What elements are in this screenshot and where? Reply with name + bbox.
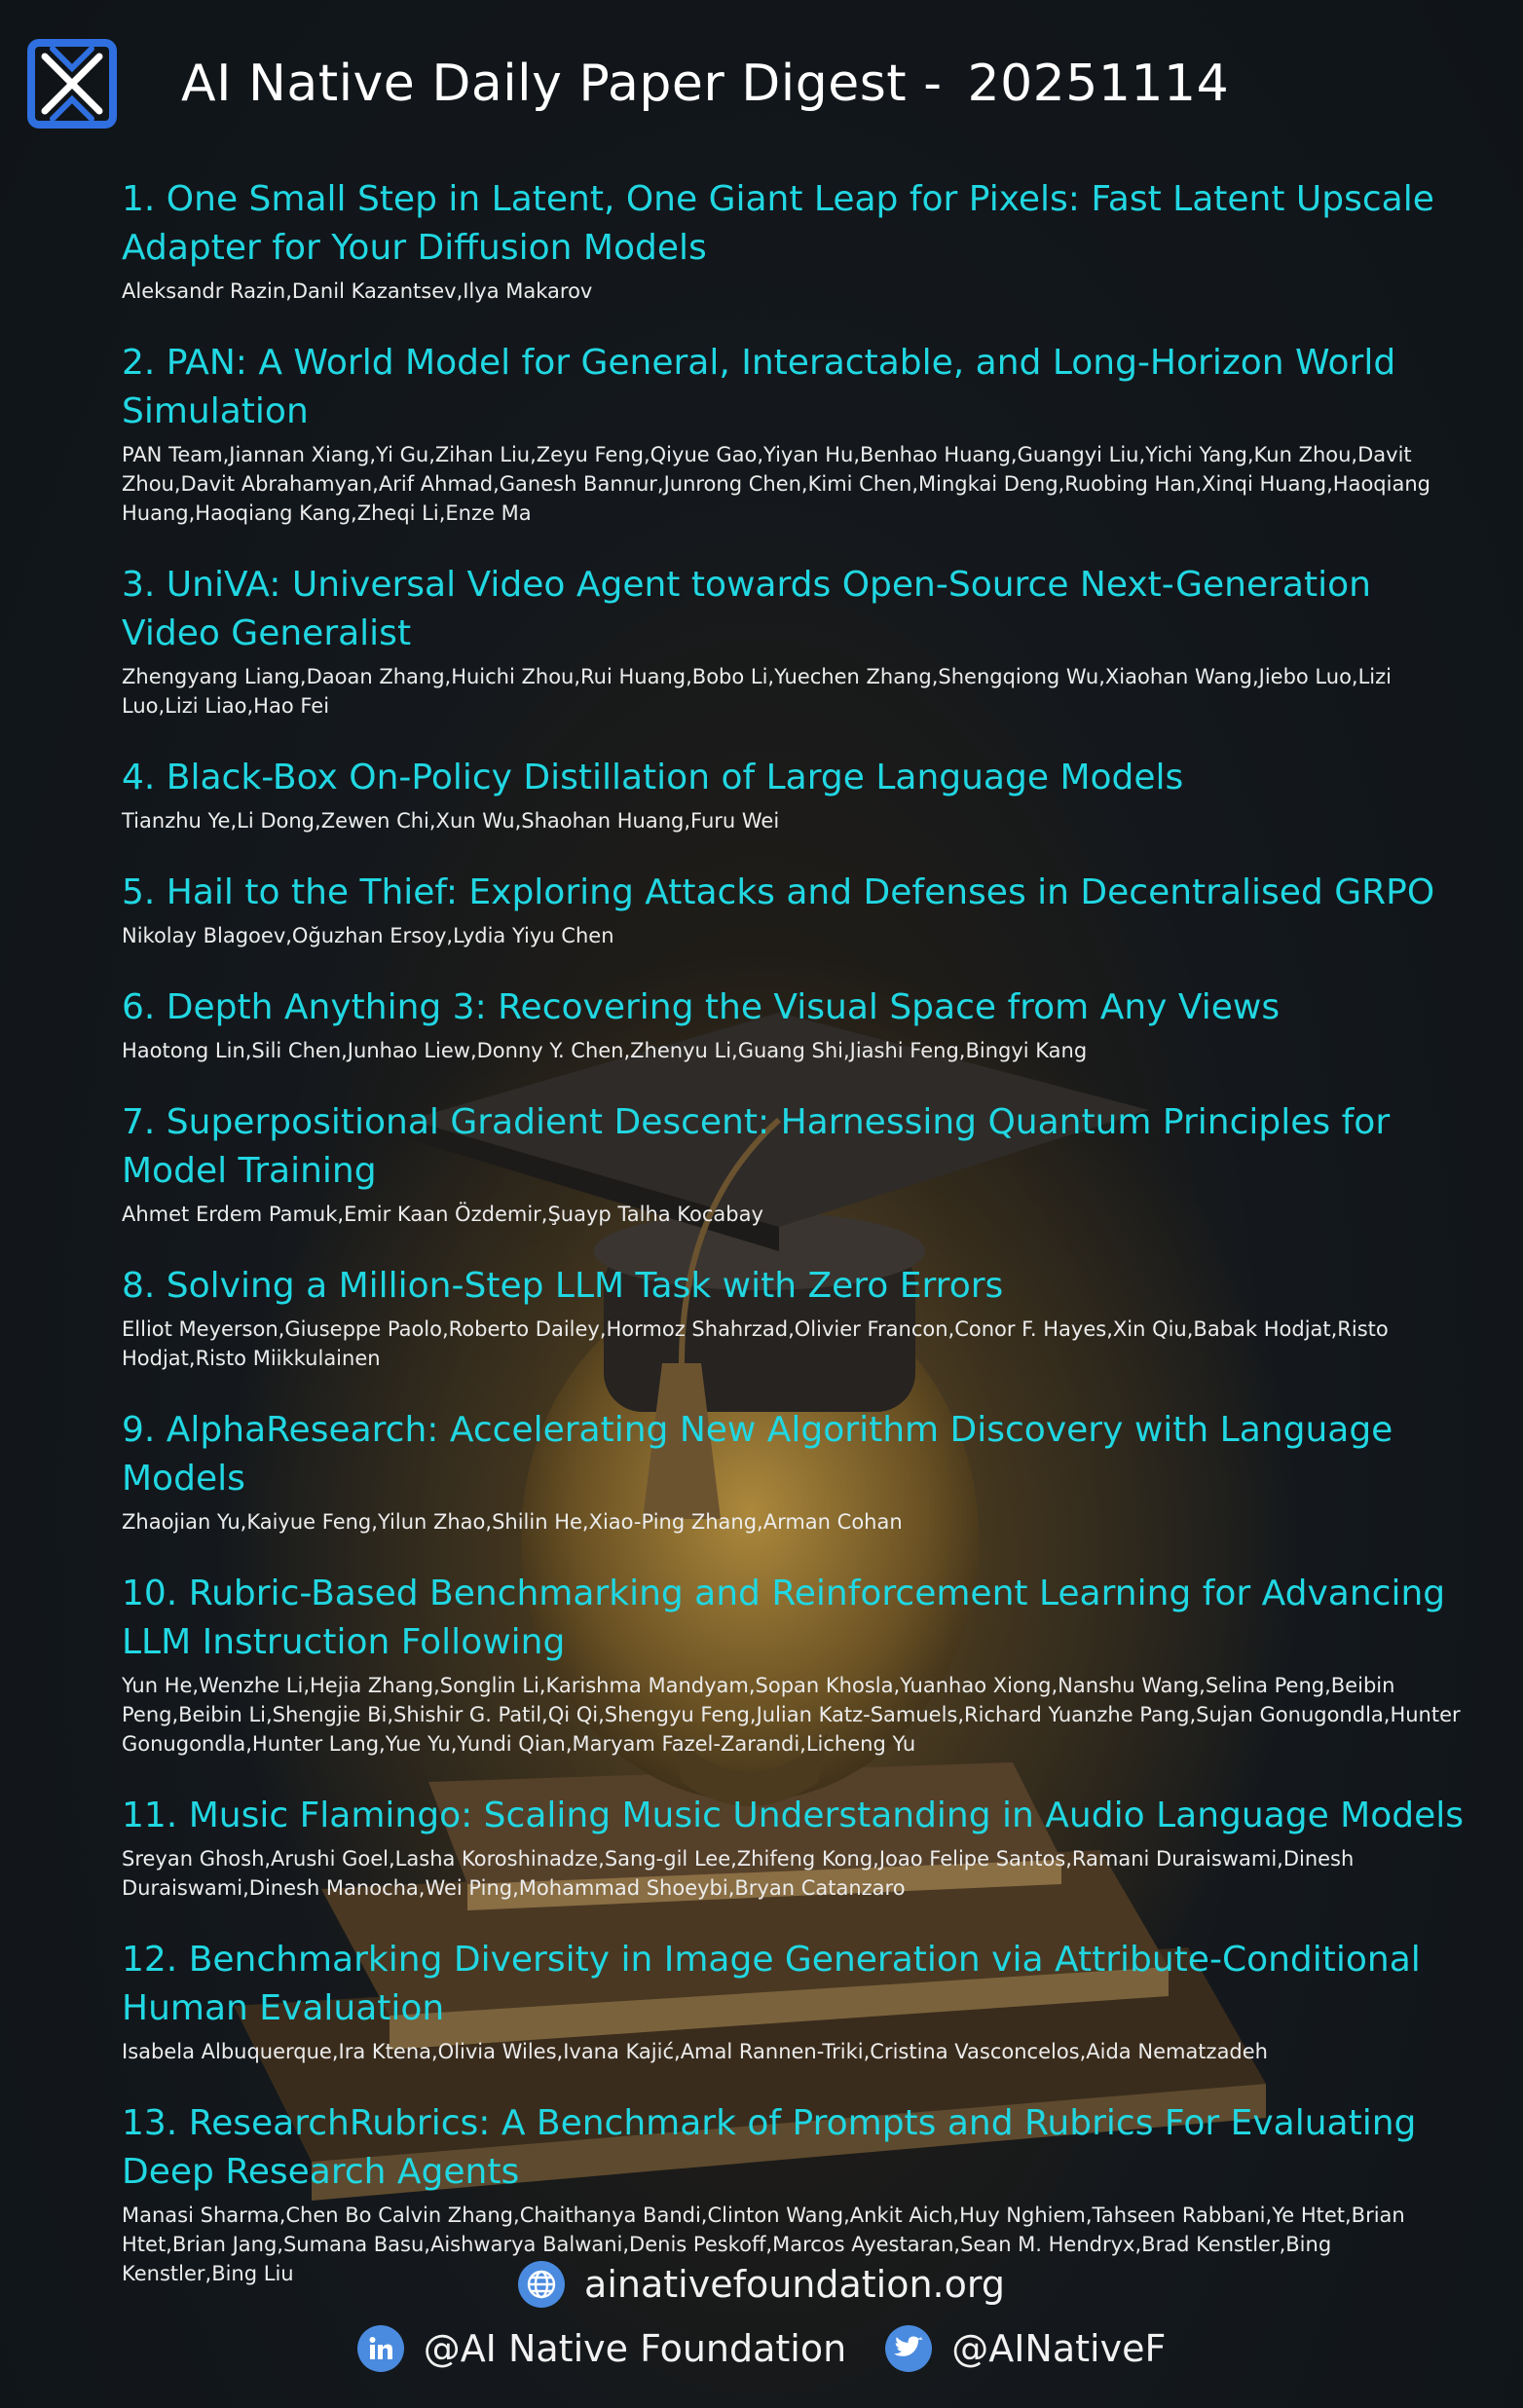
paper-item [122,2099,1466,2288]
paper-title-link[interactable]: 9. AlphaResearch: Accelerating New Algorithm Discovery with Language Models [122,1410,1393,1499]
twitter-link[interactable]: @AINativeF [951,2327,1167,2370]
linkedin-link[interactable]: @AI Native Foundation [423,2327,847,2370]
paper-title-link[interactable]: 12. Benchmarking Diversity in Image Generation via Attribute-Conditional Human Evaluation [122,1940,1421,2028]
paper-item [122,1792,1466,1903]
paper-title-link[interactable]: 10. Rubric-Based Benchmarking and Reinforcement Learning for Advancing LLM Instruction Following [122,1574,1446,1662]
header [23,35,1229,132]
website-link[interactable]: ainativefoundation.org [584,2263,1005,2306]
paper-authors: PAN Team,Jiannan Xiang,Yi Gu,Zihan Liu,Zeyu Feng,Qiyue Gao,Yiyan Hu,Benhao Huang,Guangyi Liu,Yichi Yang,Kun Zhou,Davit Zhou,Davit Abrahamyan,Arif Ahmad,Ganesh Bannur,Junrong Chen,Kimi Chen,Mingkai Deng,Ruobing Han,Xinqi Huang,Haoqiang Huang,Haoqiang Kang,Zheqi Li,Enze Ma [122,443,1430,525]
page-title [181,55,1229,113]
website-row [0,2261,1523,2308]
paper-item [122,754,1466,835]
paper-title-link[interactable]: 1. One Small Step in Latent, One Giant Leap for Pixels: Fast Latent Upscale Adapter for Your Diffusion Models [122,179,1434,268]
paper-authors: Haotong Lin,Sili Chen,Junhao Liew,Donny Y. Chen,Zhenyu Li,Guang Shi,Jiashi Feng,Bingyi Kang [122,1039,1088,1062]
paper-item [122,1936,1466,2066]
linkedin-icon [357,2325,404,2372]
paper-title-link[interactable]: 11. Music Flamingo: Scaling Music Understanding in Audio Language Models [122,1796,1465,1835]
paper-list [122,175,1466,2321]
social-row [0,2325,1523,2372]
paper-item [122,1098,1466,1229]
globe-icon [518,2261,565,2308]
paper-title-link[interactable]: 2. PAN: A World Model for General, Interactable, and Long-Horizon World Simulation [122,343,1396,431]
paper-authors: Tianzhu Ye,Li Dong,Zewen Chi,Xun Wu,Shaohan Huang,Furu Wei [122,809,780,833]
paper-authors: Zhengyang Liang,Daoan Zhang,Huichi Zhou,Rui Huang,Bobo Li,Yuechen Zhang,Shengqiong Wu,Xiaohan Wang,Jiebo Luo,Lizi Luo,Lizi Liao,Hao Fei [122,665,1392,718]
paper-item [122,561,1466,721]
paper-item [122,1406,1466,1537]
paper-authors: Manasi Sharma,Chen Bo Calvin Zhang,Chaithanya Bandi,Clinton Wang,Ankit Aich,Huy Nghiem,Tahseen Rabbani,Ye Htet,Brian Htet,Brian Jang,Sumana Basu,Aishwarya Balwani,Denis Peskoff,Marcos Ayestaran,Sean M. Hendryx,Brad Kenstler,Bing Kenstler,Bing Liu [122,2204,1405,2285]
paper-item [122,983,1466,1065]
x-lattice-logo-icon [23,35,121,132]
paper-authors: Yun He,Wenzhe Li,Hejia Zhang,Songlin Li,Karishma Mandyam,Sopan Khosla,Yuanhao Xiong,Nanshu Wang,Selina Peng,Beibin Peng,Beibin Li,Shengjie Bi,Shishir G. Patil,Qi Qi,Shengyu Feng,Julian Katz-Samuels,Richard Yuanzhe Pang,Sujan Gonugondla,Hunter Gonugondla,Hunter Lang,Yue Yu,Yundi Qian,Maryam Fazel-Zarandi,Licheng Yu [122,1674,1461,1756]
paper-authors: Aleksandr Razin,Danil Kazantsev,Ilya Makarov [122,279,593,303]
paper-title-link[interactable]: 6. Depth Anything 3: Recovering the Visual Space from Any Views [122,987,1281,1027]
paper-title-link[interactable]: 5. Hail to the Thief: Exploring Attacks and Defenses in Decentralised GRPO [122,872,1435,912]
paper-authors: Zhaojian Yu,Kaiyue Feng,Yilun Zhao,Shilin He,Xiao-Ping Zhang,Arman Cohan [122,1510,903,1534]
twitter-icon [885,2325,932,2372]
paper-item [122,869,1466,950]
digest-date: 20251114 [967,55,1230,113]
paper-item [122,1570,1466,1759]
paper-authors: Isabela Albuquerque,Ira Ktena,Olivia Wiles,Ivana Kajić,Amal Rannen-Triki,Cristina Vasconcelos,Aida Nematzadeh [122,2040,1268,2063]
paper-item [122,339,1466,528]
paper-item [122,1262,1466,1373]
paper-title-link[interactable]: 8. Solving a Million-Step LLM Task with Zero Errors [122,1266,1004,1306]
paper-item [122,175,1466,306]
paper-authors: Nikolay Blagoev,Oğuzhan Ersoy,Lydia Yiyu Chen [122,924,614,947]
paper-title-link[interactable]: 7. Superpositional Gradient Descent: Harnessing Quantum Principles for Model Training [122,1102,1391,1191]
paper-title-link[interactable]: 3. UniVA: Universal Video Agent towards Open-Source Next-Generation Video Generalist [122,565,1371,653]
page-title-text: AI Native Daily Paper Digest - [181,55,943,113]
paper-authors: Ahmet Erdem Pamuk,Emir Kaan Özdemir,Şuayp Talha Kocabay [122,1203,763,1226]
paper-title-link[interactable]: 4. Black-Box On-Policy Distillation of Large Language Models [122,758,1184,797]
paper-title-link[interactable]: 13. ResearchRubrics: A Benchmark of Prompts and Rubrics For Evaluating Deep Research Agents [122,2103,1417,2192]
paper-authors: Sreyan Ghosh,Arushi Goel,Lasha Koroshinadze,Sang-gil Lee,Zhifeng Kong,Joao Felipe Santos,Ramani Duraiswami,Dinesh Duraiswami,Dinesh Manocha,Wei Ping,Mohammad Shoeybi,Bryan Catanzaro [122,1847,1355,1900]
paper-authors: Elliot Meyerson,Giuseppe Paolo,Roberto Dailey,Hormoz Shahrzad,Olivier Francon,Conor F. Hayes,Xin Qiu,Babak Hodjat,Risto Hodjat,Risto Miikkulainen [122,1317,1389,1370]
